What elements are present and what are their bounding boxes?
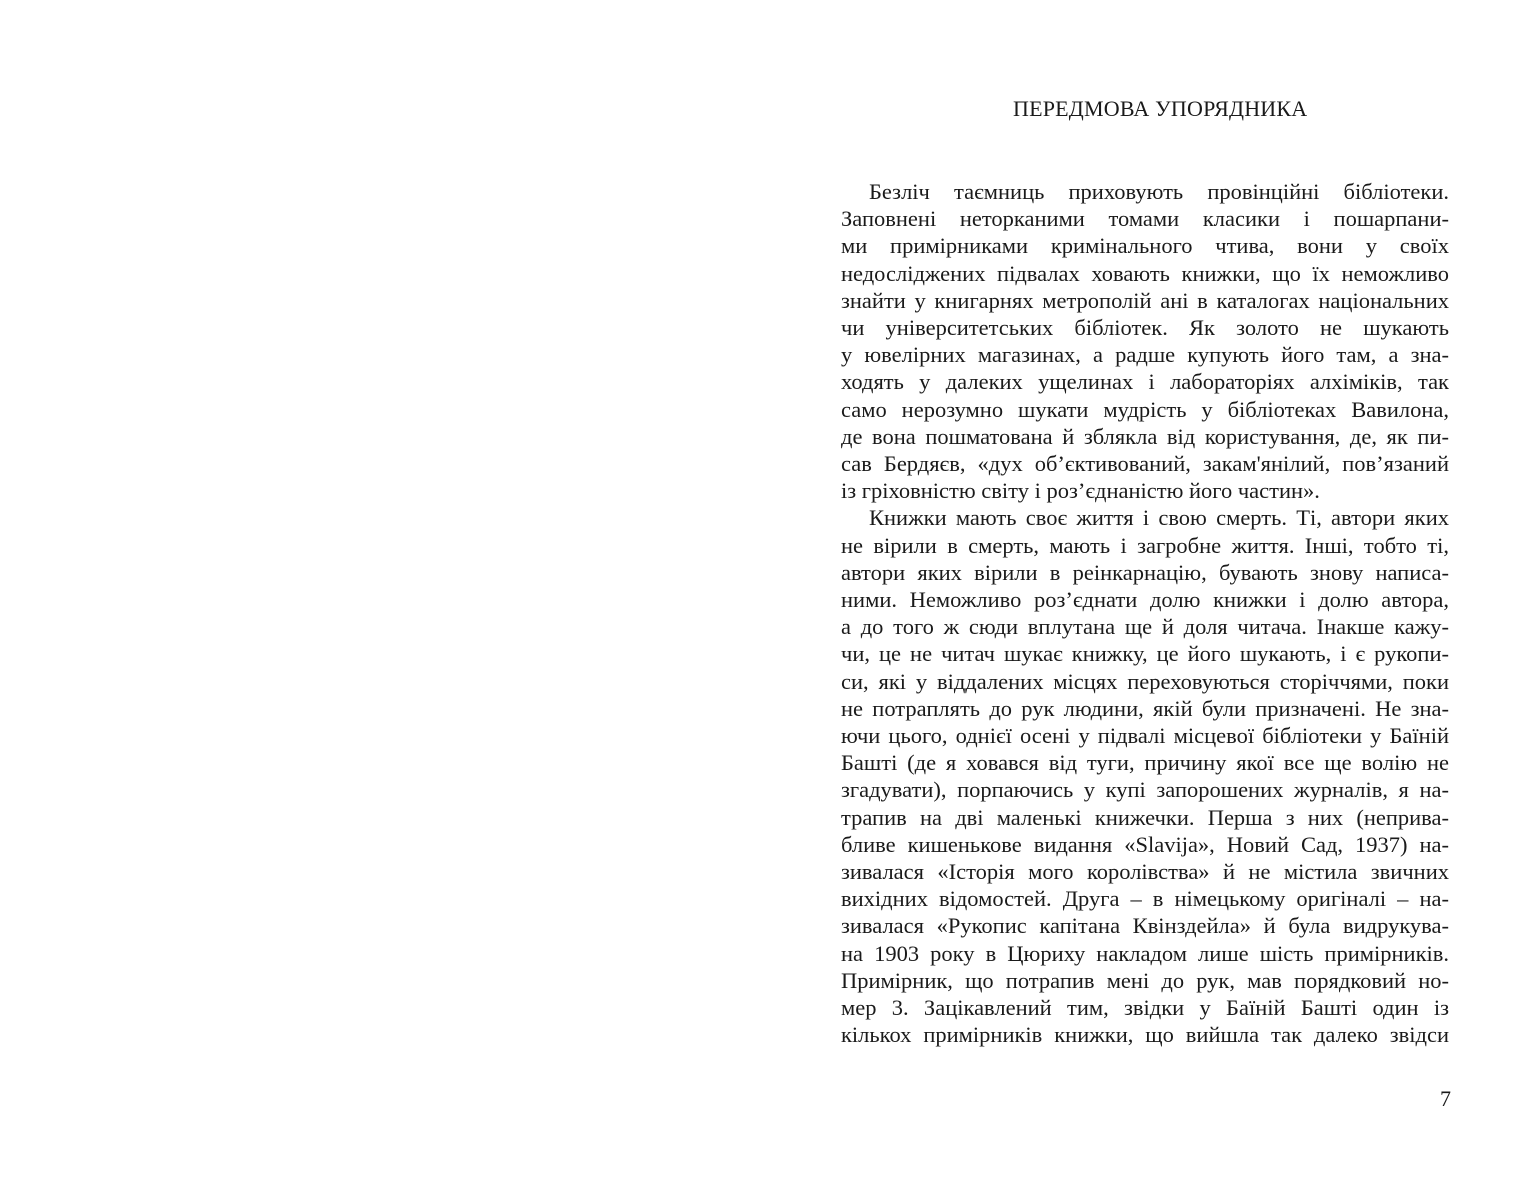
left-page-blank [0,0,767,1181]
text-line: на 1903 року в Цюриху накладом лише шість примірників. [841,940,1449,966]
page-number: 7 [1440,1086,1451,1111]
text-line: автори яких вірили в реінкарнацію, бувають знову написа- [841,559,1449,585]
text-line: зивалася «Рукопис капітана Квінздейла» й була видрукува- [841,913,1449,939]
text-line: вихідних відомостей. Друга – в німецькому оригіналі – на- [841,886,1449,912]
text-line: Башті (де я ховався від туги, причину якої все ще волію не [841,750,1449,776]
text-line: ючи цього, однієї осені у підвалі місцевої бібліотеки у Баїній [841,723,1449,748]
chapter-heading: ПЕРЕДМОВА УПОРЯДНИКА [1013,96,1308,121]
text-line: згадувати), порпаючись у купі запорошених журналів, я на- [841,777,1449,803]
text-line: си, які у віддалених місцях переховуються сторіччями, поки [841,668,1449,694]
text-line: із гріховністю світу і роз’єднаністю його частин». [841,478,1320,504]
right-page [767,0,1535,1181]
text-line: а до того ж сюди вплутана ще й доля читача. Інакше кажу- [841,614,1449,640]
text-line: ми примірниками кримінального чтива, вони у своїх [841,233,1449,259]
text-line: зивалася «Історія мого королівства» й не містила звичних [841,859,1449,884]
text-line: кількох примірників книжки, що вийшла так далеко звідси [841,1022,1449,1048]
text-line: чи, це не читач шукає книжку, це його шукають, і є рукопи- [841,641,1449,667]
text-line: недосліджених підвалах ховають книжки, що їх неможливо [841,260,1449,286]
text-line: ходять у далеких ущелинах і лабораторіях алхіміків, так [841,369,1449,395]
text-line: Безліч таємниць приховують провінційні бібліотеки. [869,179,1449,204]
text-line: чи університетських бібліотек. Як золото не шукають [841,315,1449,340]
text-line: ними. Неможливо роз’єднати долю книжки і долю автора, [841,587,1449,612]
text-line: бливе кишенькове видання «Slavija», Новий Сад, 1937) на- [841,831,1449,857]
text-line: не потраплять до рук людини, якій були призначені. Не зна- [841,695,1449,721]
text-line: Книжки мають своє життя і свою смерть. Ті, автори яких [869,505,1449,531]
text-line: не вірили в смерть, мають і загробне життя. Інші, тобто ті, [841,532,1449,558]
text-line: де вона пошматована й зблякла від користування, де, як пи- [841,423,1449,449]
text-line: сав Бердяєв, «дух об’єктивований, закам'янілий, пов’язаний [841,451,1449,476]
text-line: у ювелірних магазинах, а радше купують його там, а зна- [841,342,1449,368]
text-line: само нерозумно шукати мудрість у бібліотеках Вавилона, [841,396,1449,422]
text-line: Примірник, що потрапив мені до рук, мав порядковий но- [841,967,1449,993]
text-line: мер 3. Зацікавлений тим, звідки у Баїній Башті один із [841,995,1449,1020]
text-line: знайти у книгарнях метрополій ані в каталогах національних [841,287,1449,313]
text-line: трапив на дві маленькі книжечки. Перша з них (неприва- [841,804,1449,830]
text-line: Заповнені неторканими томами класики і пошарпани- [841,206,1449,232]
